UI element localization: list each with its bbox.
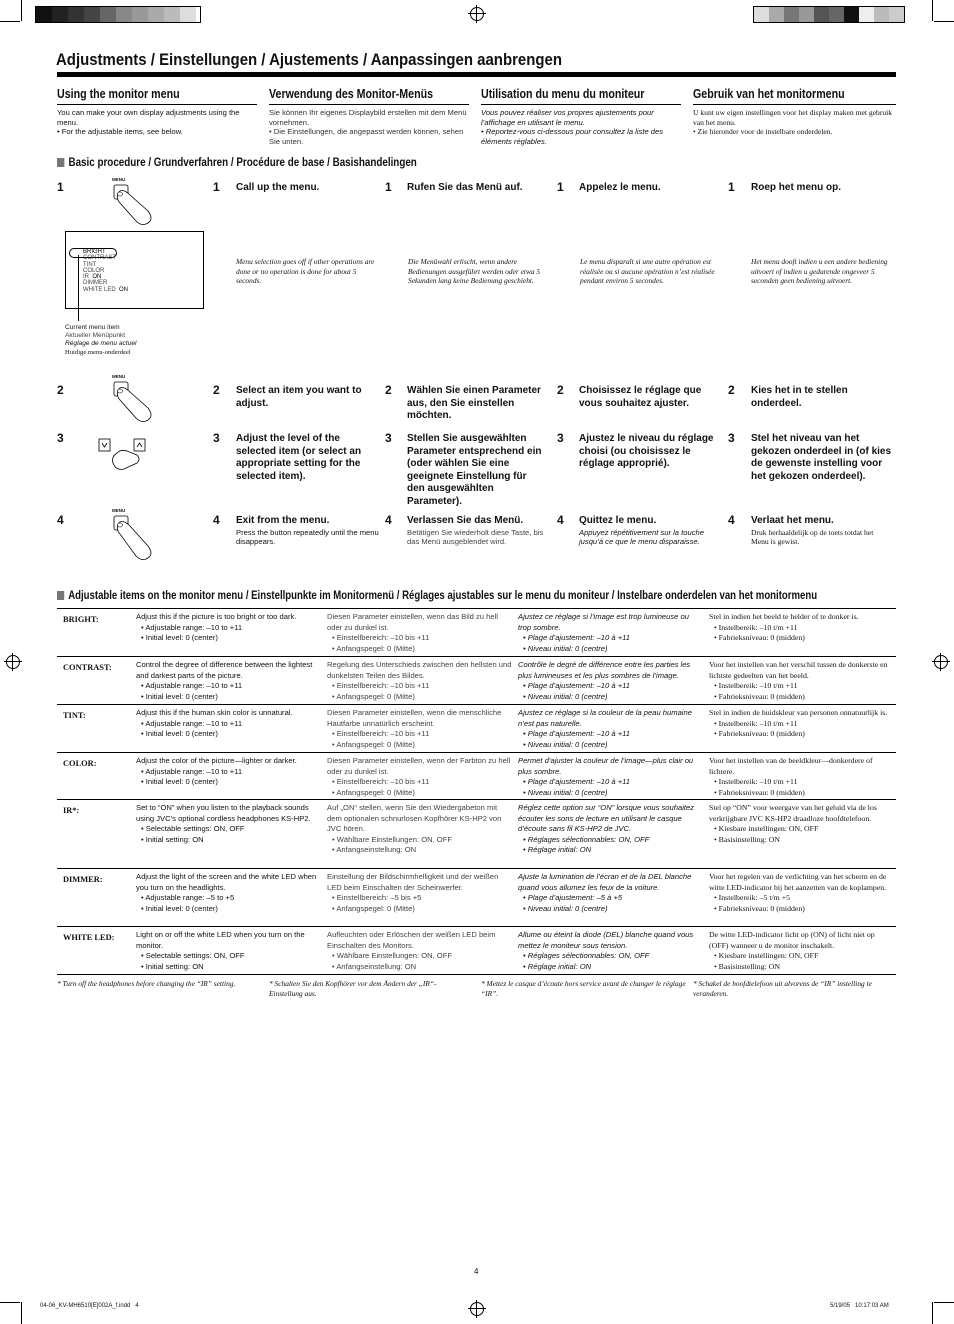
step-text-nl: Kies het in te stellen onderdeel. (751, 385, 848, 409)
menu-item-list (83, 249, 128, 293)
description-text: Adjust this if the human skin color is unnatural. (136, 708, 293, 717)
intro-text: Vous pouvez réaliser vos propres ajustements pour l’affichage en utilisant le menu. (481, 108, 654, 127)
menu-item-color: COLOR (83, 267, 105, 274)
description-bullet: • Initial level: 0 (center) (141, 903, 218, 913)
column-rule (269, 104, 469, 105)
menu-item-white-led-value: ON (119, 286, 129, 293)
description-bullet: • Initial setting: ON (141, 834, 204, 844)
description-text: Light on or off the white LED when you turn on the monitor. (136, 930, 305, 950)
step-number: 4 (213, 513, 220, 527)
table-row (57, 752, 896, 800)
description-bullet: • Adjustable range: –10 to +11 (141, 766, 243, 776)
table-row (57, 608, 896, 657)
up-down-buttons-icon (97, 433, 157, 475)
hand-finger-icon (108, 183, 158, 233)
color-registration-bar-left (35, 6, 201, 23)
step-number: 3 (557, 431, 564, 445)
item-description-fr (518, 708, 704, 750)
basic-procedure-heading (57, 155, 417, 169)
footnote-nl: * Schakel de hoofdtelefoon uit alvorens de “IR” instelling te veranderen. (693, 979, 872, 998)
adjustable-items-title: Adjustable items on the monitor menu / Einstellpunkte im Monitormenü / Réglages ajustables sur le menu du moniteur / Instelbare onderdelen van het monitormenu (68, 588, 818, 602)
item-description-nl (709, 756, 894, 798)
illustration-step-number: 2 (57, 383, 64, 397)
description-bullet: • Anfangspegel: 0 (Mitte) (332, 643, 415, 653)
description-bullet: • Plage d’ajustement: –5 à +5 (523, 893, 623, 902)
square-bullet-icon (57, 591, 64, 600)
description-text: Auf „ON“ stellen, wenn Sie den Wiedergabeton mit dem optionalen schnurlosen Kopfhörer KS-HP2 von JVC hören. (327, 803, 502, 833)
description-bullet: • Fabrieksniveau: 0 (midden) (714, 729, 805, 738)
step-number: 3 (385, 431, 392, 445)
basic-procedure-title: Basic procedure / Grundverfahren / Procédure de base / Basishandelingen (68, 155, 417, 169)
registration-mark-right (934, 655, 948, 669)
description-bullet: • Adjustable range: –5 to +5 (141, 893, 235, 902)
step-number: 4 (728, 513, 735, 527)
item-description-en (136, 708, 321, 740)
step-text-nl: Roep het menu op. (751, 182, 841, 193)
step-number: 2 (385, 383, 392, 397)
description-bullet: • Initial level: 0 (center) (141, 777, 218, 786)
hand-finger-icon (108, 380, 158, 430)
legend-de: Aktueller Menüpunkt (65, 332, 126, 340)
description-bullet: • Anfangseinstellung: ON (332, 845, 417, 854)
description-text: Permet d’ajuster la couleur de l’image—plus clair ou plus sombre. (518, 756, 694, 776)
description-bullet: • Anfangspegel: 0 (Mitte) (332, 691, 415, 701)
item-description-fr (518, 872, 704, 914)
crop-mark (21, 0, 22, 21)
description-text: Diesen Parameter einstellen, wenn der Farbton zu hell oder zu dunkel ist. (327, 756, 511, 776)
adjustable-items-heading (57, 588, 817, 602)
description-text: Einstellung der Bildschirmhelligkeit und der weißen LED beim Einschalten der Scheinwerfer. (327, 872, 499, 892)
step1-note-nl: Het menu dooft indien u een andere bediening uitvoert of indien u gedurende ongeveer 5 seconden geen bediening uitvoert. (751, 257, 888, 286)
step-text-de: Wählen Sie einen Parameter aus, den Sie einstellen möchten. (407, 385, 541, 422)
item-description-nl (709, 612, 894, 644)
item-description-de (327, 872, 513, 914)
crop-mark (934, 21, 954, 22)
description-text: Ajustez ce réglage si l’image est trop lumineuse ou trop sombre. (518, 612, 689, 632)
item-name: DIMMER: (63, 875, 103, 884)
step-number: 1 (557, 180, 564, 194)
pointer-line (78, 255, 79, 321)
description-text: Diesen Parameter einstellen, wenn die menschliche Hautfarbe unnatürlich erscheint. (327, 708, 502, 728)
step-number: 3 (213, 431, 220, 445)
item-description-de (327, 756, 513, 798)
footnote-de: * Schalten Sie den Kopfhörer vor dem Ändern der „IR“-Einstellung aus. (269, 979, 437, 998)
description-text: Stel op “ON” voor weergave van het geluid via de los verkrijgbare JVC KS-HP2 draadloze hoofdtelefoon. (709, 803, 877, 823)
step1-note-fr: Le menu disparaît si une autre opération est réalisée ou si aucune opération n’est réalisée pendant environ 5 secondes. (580, 257, 715, 286)
step-text-fr: Ajustez le niveau du réglage choisi (ou choisissez le réglage approprié). (579, 433, 714, 470)
intro-text: U kunt uw eigen instellingen voor het display maken met gebruik van het menu. (693, 108, 893, 127)
description-text: Stel in indien het beeld te helder of te donker is. (709, 612, 859, 621)
illustration-step-number: 4 (57, 513, 64, 527)
illustration-step-number: 3 (57, 431, 64, 445)
description-bullet: • Anfangseinstellung: ON (332, 961, 417, 971)
column-rule (481, 104, 681, 105)
item-name: IR*: (63, 806, 80, 815)
description-bullet: • Kiesbare instellingen: ON, OFF (714, 951, 819, 960)
description-bullet: • Niveau initial: 0 (centre) (523, 643, 608, 653)
column-heading-de: Verwendung des Monitor-Menüs (269, 86, 434, 101)
intro-bullet: • Die Einstellungen, die angepasst werden können, sehen Sie unten. (269, 127, 464, 146)
registration-mark-bottom (470, 1302, 484, 1316)
description-bullet: • Einstellbereich: –10 bis +11 (332, 777, 430, 786)
step-text-de: Rufen Sie das Menü auf. (407, 182, 523, 193)
description-bullet: • Instelbereik: –10 t/m +11 (714, 777, 798, 786)
item-name: WHITE LED: (63, 933, 115, 942)
description-text: Set to “ON” when you listen to the playback sounds using JVC’s optional cordless headphones KS-HP2. (136, 803, 311, 823)
step-number: 1 (213, 180, 220, 194)
description-bullet: • Niveau initial: 0 (centre) (523, 903, 608, 913)
page-title: Adjustments / Einstellungen / Ajustements / Aanpassingen aanbrengen (56, 50, 562, 69)
item-description-nl (709, 872, 894, 914)
step-text-en: Adjust the level of the selected item (or select an appropriate setting for the selected item). (236, 433, 362, 482)
description-bullet: • Réglage initial: ON (523, 961, 592, 971)
column-rule (693, 104, 896, 105)
table-row (57, 926, 896, 975)
description-text: Stel in indien de huidskleur van personen onnatuurlijk is. (709, 708, 888, 717)
step-number: 2 (728, 383, 735, 397)
description-bullet: • Plage d’ajustement: –10 à +11 (523, 729, 631, 738)
column-heading-en: Using the monitor menu (57, 86, 180, 101)
description-text: Diesen Parameter einstellen, wenn das Bild zu hell oder zu dunkel ist. (327, 612, 498, 632)
description-bullet: • Basisinstelling: ON (714, 961, 780, 971)
step-subtext-fr: Appuyez répétitivement sur la touche jusqu’à ce que le menu disparaisse. (579, 528, 704, 547)
description-bullet: • Initial setting: ON (141, 961, 204, 971)
description-bullet: • Fabrieksniveau: 0 (midden) (714, 903, 805, 913)
table-bottom-rule (57, 974, 896, 975)
registration-mark-top (470, 7, 484, 21)
step-subtext-de: Betätigen Sie wiederholt diese Taste, bis das Menü ausgeblendet wird. (407, 528, 544, 547)
description-bullet: • Einstellbereich: –10 bis +11 (332, 729, 430, 738)
menu-item-ir-value: ON (92, 274, 102, 281)
footnote-fr: * Mettez le casque d’écoute hors service avant de changer le réglage “IR”. (481, 979, 686, 998)
menu-item-contrast: CONTRAST (83, 255, 116, 262)
description-bullet: • Fabrieksniveau: 0 (midden) (714, 633, 805, 642)
footnote-en: * Turn off the headphones before changing the “IR” setting. (57, 979, 236, 988)
item-description-en (136, 660, 321, 702)
step-text-en: Call up the menu. (236, 182, 320, 193)
description-bullet: • Fabrieksniveau: 0 (midden) (714, 787, 805, 797)
description-text: Réglez cette option sur “ON” lorsque vous souhaitez écouter les sons de lecture en utilisant le casque d’écoute sans fil KS-HP2 de JVC. (518, 803, 695, 833)
description-bullet: • Anfangspegel: 0 (Mitte) (332, 787, 415, 797)
step-text-nl: Verlaat het menu. (751, 515, 834, 526)
hand-finger-icon (108, 514, 158, 568)
item-description-de (327, 708, 513, 750)
intro-fr (481, 108, 686, 146)
step-number: 1 (385, 180, 392, 194)
item-description-fr (518, 930, 704, 972)
crop-mark (0, 1302, 20, 1303)
step-text-en: Select an item you want to adjust. (236, 385, 362, 409)
legend-fr: Réglage de menu actuel (65, 340, 137, 348)
description-text: Allume ou éteint la diode (DEL) blanche quand vous mettez le moniteur sous tension. (518, 930, 694, 950)
description-bullet: • Wählbare Einstellungen: ON, OFF (332, 834, 452, 844)
description-text: Adjust this if the picture is too bright or too dark. (136, 612, 297, 621)
step-text-fr: Appelez le menu. (579, 182, 661, 193)
description-bullet: • Fabrieksniveau: 0 (midden) (714, 691, 805, 701)
description-bullet: • Initial level: 0 (center) (141, 633, 218, 642)
description-bullet: • Instelbereik: –10 t/m +11 (714, 718, 798, 728)
description-bullet: • Initial level: 0 (center) (141, 729, 218, 738)
item-description-nl (709, 660, 894, 702)
column-rule (57, 104, 257, 105)
item-description-de (327, 660, 513, 702)
description-bullet: • Kiesbare instellingen: ON, OFF (714, 824, 819, 833)
menu-item-bright: BRIGHT (83, 249, 106, 255)
item-description-en (136, 930, 321, 972)
item-description-fr (518, 612, 704, 654)
description-bullet: • Adjustable range: –10 to +11 (141, 718, 243, 728)
item-description-nl (709, 803, 894, 845)
menu-item-dimmer: DIMMER (83, 280, 108, 287)
item-name: BRIGHT: (63, 615, 99, 624)
menu-item-white-led-label: WHITE LED (83, 286, 116, 293)
print-timestamp: 5/19/05 10:17:03 AM (830, 1303, 889, 1309)
step-number: 1 (728, 180, 735, 194)
intro-de (269, 108, 474, 146)
menu-item-white-led (83, 287, 128, 293)
menu-item-tint: TINT (83, 261, 97, 268)
intro-text: Sie können Ihr eigenes Displaybild erstellen mit dem Menü vornehmen. (269, 108, 467, 127)
table-row (57, 704, 896, 753)
intro-bullet: • Reportez-vous ci-dessous pour consultez la liste des éléments réglables. (481, 127, 664, 146)
item-description-en (136, 872, 321, 914)
menu-button-label: MENU (112, 508, 126, 513)
description-text: Adjust the color of the picture—lighter or darker. (136, 756, 297, 765)
table-row (57, 868, 896, 927)
description-text: Ajustez ce réglage si la couleur de la peau humaine n’est pas naturelle. (518, 708, 692, 728)
item-description-nl (709, 708, 894, 740)
description-bullet: • Plage d’ajustement: –10 à +11 (523, 777, 631, 786)
description-bullet: • Einstellbereich: –10 bis +11 (332, 681, 430, 690)
description-text: Ajuste la lumination de l’écran et de la DEL blanche quand vous allumez les feux de la voiture. (518, 872, 692, 892)
intro-bullet: • For the adjustable items, see below. (57, 127, 183, 137)
step-subtext-en: Press the button repeatedly until the menu disappears. (236, 528, 379, 547)
item-description-en (136, 756, 321, 788)
description-bullet: • Adjustable range: –10 to +11 (141, 681, 243, 690)
description-bullet: • Niveau initial: 0 (centre) (523, 691, 608, 701)
hand-pressing-arrow-buttons-illustration (97, 433, 157, 475)
hand-pressing-menu-illustration (108, 508, 158, 568)
table-row (57, 656, 896, 705)
description-bullet: • Réglages sélectionnables: ON, OFF (523, 834, 650, 844)
menu-button-label: MENU (112, 374, 126, 379)
color-registration-bar-right (753, 6, 905, 23)
step-number: 3 (728, 431, 735, 445)
current-menu-item-legend (65, 324, 136, 357)
description-text: Aufleuchten oder Erlöschen der weißen LED beim Einschalten des Monitors. (327, 930, 496, 950)
item-description-fr (518, 756, 704, 798)
crop-mark (934, 1302, 954, 1303)
crop-mark (21, 1302, 22, 1324)
square-bullet-icon (57, 158, 64, 167)
column-heading-nl: Gebruik van het monitormenu (693, 86, 845, 101)
step1-note-en: Menu selection goes off if other operations are done or no operation is done for about 5 seconds. (236, 257, 375, 286)
item-description-en (136, 612, 321, 644)
item-description-de (327, 612, 513, 654)
crop-mark (0, 21, 20, 22)
description-text: Voor het instellen van het verschil tussen de donkerste en lichtste gedeelten van het beeld. (709, 660, 888, 680)
description-text: Regelung des Unterschieds zwischen den hellsten und dunkelsten Teilen des Bildes. (327, 660, 512, 680)
description-bullet: • Plage d’ajustement: –10 à +11 (523, 681, 631, 690)
description-bullet: • Réglages sélectionnables: ON, OFF (523, 951, 650, 960)
description-bullet: • Niveau initial: 0 (centre) (523, 739, 608, 749)
intro-nl (693, 108, 898, 137)
monitor-menu-display (65, 231, 204, 309)
item-name: CONTRAST: (63, 663, 112, 672)
description-bullet: • Niveau initial: 0 (centre) (523, 787, 608, 797)
description-text: Adjust the light of the screen and the white LED when you turn on the headlights. (136, 872, 317, 892)
description-bullet: • Plage d’ajustement: –10 à +11 (523, 633, 631, 642)
description-bullet: • Réglage initial: ON (523, 845, 592, 854)
column-heading-fr: Utilisation du menu du moniteur (481, 86, 645, 101)
legend-nl: Huidige menu-onderdeel (65, 348, 131, 356)
description-text: Control the degree of difference between the lightest and darkest parts of the picture. (136, 660, 313, 680)
intro-text: You can make your own display adjustments using the menu. (57, 108, 240, 127)
description-text: Voor het instellen van de beeldkleur—donkerdere of lichtere. (709, 756, 873, 776)
title-rule (57, 72, 896, 77)
file-info-slug: 04-06_KV-MH6510[E]002A_f.indd 4 (40, 1303, 139, 1309)
step-text-de: Stellen Sie ausgewählten Parameter entsprechend ein (oder wählen Sie eine geeignete Einstellung für den ausgewählten Parameter). (407, 433, 542, 507)
step1-note-de: Die Menüwahl erlischt, wenn andere Bedienungen ausgeführt werden oder etwa 5 Sekunden lang keine Bedienung geschieht. (408, 257, 541, 286)
description-text: Voor het regelen van de verlichting van het scherm en de witte LED-indicator bij het aanzetten van de koplampen. (709, 872, 887, 892)
description-bullet: • Instelbereik: –5 t/m +5 (714, 893, 790, 902)
crop-mark (932, 1302, 933, 1324)
step-text-de: Verlassen Sie das Menü. (407, 515, 524, 526)
description-bullet: • Selectable settings: ON, OFF (141, 824, 245, 833)
step-number: 2 (213, 383, 220, 397)
item-description-fr (518, 803, 704, 856)
item-description-en (136, 803, 321, 845)
page-number: 4 (474, 1267, 479, 1276)
description-bullet: • Adjustable range: –10 to +11 (141, 622, 243, 632)
item-description-nl (709, 930, 894, 972)
registration-mark-left (6, 655, 20, 669)
description-bullet: • Anfangspegel: 0 (Mitte) (332, 903, 415, 913)
item-description-fr (518, 660, 704, 702)
step-text-en: Exit from the menu. (236, 515, 330, 526)
description-text: De witte LED-indicator licht op (ON) of licht niet op (OFF) wanneer u de monitor inschakelt. (709, 930, 875, 950)
description-bullet: • Instelbereik: –10 t/m +11 (714, 681, 798, 690)
item-name: COLOR: (63, 759, 97, 768)
item-name: TINT: (63, 711, 86, 720)
description-bullet: • Einstellbereich: –5 bis +5 (332, 893, 422, 902)
description-bullet: • Einstellbereich: –10 bis +11 (332, 633, 430, 642)
menu-button-label: MENU (112, 177, 126, 182)
intro-bullet: • Zie hieronder voor de instelbare onderdelen. (693, 127, 833, 137)
crop-mark (932, 0, 933, 21)
description-bullet: • Selectable settings: ON, OFF (141, 951, 245, 960)
description-bullet: • Anfangspegel: 0 (Mitte) (332, 739, 415, 749)
hand-pressing-menu-illustration (108, 177, 158, 232)
hand-pressing-menu-illustration (108, 374, 158, 429)
step-text-fr: Choisissez le réglage que vous souhaitez ajuster. (579, 385, 702, 409)
description-text: Contrôle le degré de différence entre les parties les plus lumineuses et les plus sombres de l’image. (518, 660, 691, 680)
step-number: 4 (557, 513, 564, 527)
description-bullet: • Instelbereik: –10 t/m +11 (714, 622, 798, 632)
description-bullet: • Basisinstelling: ON (714, 834, 780, 844)
step-number: 4 (385, 513, 392, 527)
legend-en: Current menu item (65, 324, 120, 331)
illustration-step-number: 1 (57, 180, 64, 194)
intro-en (57, 108, 262, 137)
step-text-nl: Stel het niveau van het gekozen onderdeel in (of kies de gewenste instelling voor het gekozen onderdeel). (751, 433, 892, 482)
table-row (57, 799, 896, 869)
step-number: 2 (557, 383, 564, 397)
description-bullet: • Wählbare Einstellungen: ON, OFF (332, 951, 452, 960)
step-text-fr: Quittez le menu. (579, 515, 657, 526)
item-description-de (327, 803, 513, 856)
item-description-de (327, 930, 513, 972)
menu-item-ir-label: IR (83, 274, 89, 281)
description-bullet: • Initial level: 0 (center) (141, 691, 218, 701)
step-subtext-nl: Druk herhaaldelijk op de toets totdat het Menu is gewist. (751, 528, 874, 547)
